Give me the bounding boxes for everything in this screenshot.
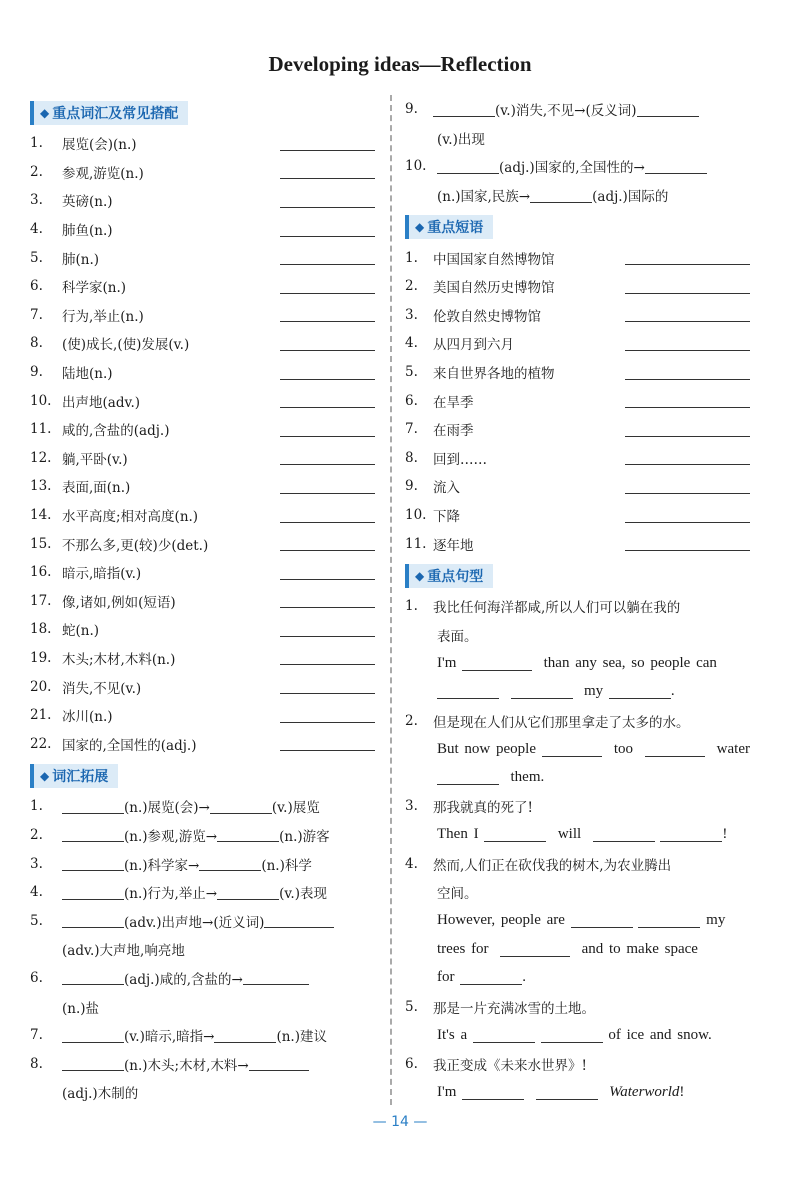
answer-blank[interactable] xyxy=(62,799,124,814)
answer-blank[interactable] xyxy=(530,188,592,203)
expand-list xyxy=(30,792,375,1107)
vocab-item xyxy=(30,301,375,330)
phrase-list xyxy=(405,243,750,558)
item-text: 暗示,暗指(v.) xyxy=(62,566,142,583)
list-item: 7. (v.)暗示,暗指→ (n.)建议 xyxy=(30,1027,327,1046)
item-number: 12. xyxy=(30,449,52,466)
item-text: 行为,举止(n.) xyxy=(62,308,144,325)
answer-blank[interactable] xyxy=(199,856,261,871)
answer-blank[interactable] xyxy=(280,736,375,751)
sentence-english: trees for and to make space xyxy=(437,940,698,957)
list-item: 6. (adj.)咸的,含盐的→ xyxy=(30,964,375,993)
item-number: 4. xyxy=(405,335,418,352)
list-item: 4. 然而,人们正在砍伐我的树木,为农业腾出 xyxy=(405,855,672,874)
list-item: 4. (n.)行为,举止→ (v.)表现 xyxy=(30,884,327,903)
vocab-list xyxy=(30,129,375,758)
vocab-item xyxy=(30,501,375,530)
right-column xyxy=(405,95,750,1107)
diamond-icon: ◆ xyxy=(40,106,50,120)
list-item-cont: (v.)出现 xyxy=(437,131,485,148)
list-item: 1. (n.)展览(会)→ (v.)展览 xyxy=(30,798,320,817)
answer-blank[interactable] xyxy=(217,827,279,842)
list-item: 6. 我正变成《未来水世界》! xyxy=(405,1055,587,1074)
item-text: 消失,不见(v.) xyxy=(62,680,142,697)
diamond-icon: ◆ xyxy=(415,568,425,583)
list-item: 9. (v.)消失,不见→(反义词) xyxy=(405,95,750,124)
vocab-item xyxy=(30,444,375,473)
vocab-item xyxy=(30,529,375,558)
answer-blank[interactable] xyxy=(625,365,750,380)
item-number: 7. xyxy=(405,421,418,438)
item-number: 2. xyxy=(405,278,418,295)
answer-blank[interactable] xyxy=(625,479,750,494)
list-item-cont: (n.)盐 xyxy=(62,1000,100,1017)
item-text: 表面,面(n.) xyxy=(62,480,131,497)
item-number: 8. xyxy=(405,449,418,466)
item-number: 13. xyxy=(30,478,52,495)
answer-blank[interactable] xyxy=(62,913,124,928)
diamond-icon: ◆ xyxy=(40,769,50,784)
item-text: 陆地(n.) xyxy=(62,366,113,383)
item-text: 科学家(n.) xyxy=(62,280,127,297)
answer-blank[interactable] xyxy=(473,1028,535,1043)
answer-blank[interactable] xyxy=(280,193,375,208)
answer-blank[interactable] xyxy=(625,536,750,551)
item-number: 1. xyxy=(30,135,43,152)
sentence-english: It's a of ice and snow. xyxy=(437,1026,712,1043)
list-item-cont: (adj.)木制的 xyxy=(62,1086,139,1103)
item-text: 冰川(n.) xyxy=(62,709,113,726)
answer-blank[interactable] xyxy=(280,279,375,294)
section-title: 重点句型 xyxy=(427,568,484,585)
section-title: 词汇拓展 xyxy=(52,769,109,786)
answer-blank[interactable] xyxy=(437,159,499,174)
sentence-list xyxy=(405,592,750,1107)
item-text: 伦敦自然史博物馆 xyxy=(433,308,541,325)
item-number: 4. xyxy=(30,221,43,238)
answer-blank[interactable] xyxy=(280,222,375,237)
item-number: 6. xyxy=(405,392,418,409)
answer-blank[interactable] xyxy=(62,1056,124,1071)
phrase-item xyxy=(405,529,750,558)
answer-blank[interactable] xyxy=(541,1028,603,1043)
sentence-english: my . xyxy=(405,678,750,707)
item-text: 回到…… xyxy=(433,451,487,468)
item-text: 从四月到六月 xyxy=(433,337,514,354)
item-text: 在雨季 xyxy=(433,423,474,440)
section-header-sentences xyxy=(405,564,493,588)
answer-blank[interactable] xyxy=(625,279,750,294)
item-text: 展览(会)(n.) xyxy=(62,137,137,154)
answer-blank[interactable] xyxy=(217,885,279,900)
vocab-item xyxy=(30,729,375,758)
item-text: 蛇(n.) xyxy=(62,623,100,640)
sentence-english: I'm Waterworld ! xyxy=(437,1083,685,1100)
item-number: 5. xyxy=(405,364,418,381)
phrase-item xyxy=(405,329,750,358)
answer-blank[interactable] xyxy=(62,885,124,900)
column-divider xyxy=(390,95,392,1105)
item-text: 咸的,含盐的(adj.) xyxy=(62,423,170,440)
item-number: 16. xyxy=(30,564,52,581)
item-text: 参观,游览(n.) xyxy=(62,165,144,182)
answer-blank[interactable] xyxy=(280,650,375,665)
item-number: 9. xyxy=(405,478,418,495)
answer-blank[interactable] xyxy=(625,508,750,523)
answer-blank[interactable] xyxy=(593,827,655,842)
item-number: 6. xyxy=(30,278,43,295)
phrase-item xyxy=(405,301,750,330)
answer-blank[interactable] xyxy=(625,307,750,322)
vocab-item xyxy=(30,129,375,158)
answer-blank[interactable] xyxy=(462,1085,524,1100)
item-number: 21. xyxy=(30,707,52,724)
item-text: 美国自然历史博物馆 xyxy=(433,280,555,297)
answer-blank[interactable] xyxy=(62,970,124,985)
list-item: 8. (n.)木头;木材,木料→ xyxy=(30,1049,375,1078)
list-item-cont: 表面。 xyxy=(437,628,478,645)
answer-blank[interactable] xyxy=(249,1056,309,1071)
answer-blank[interactable] xyxy=(511,684,573,699)
vocab-item xyxy=(30,701,375,730)
answer-blank[interactable] xyxy=(625,393,750,408)
vocab-item xyxy=(30,386,375,415)
phrase-item xyxy=(405,415,750,444)
phrase-item xyxy=(405,501,750,530)
left-column xyxy=(30,95,375,1107)
page-title: Developing ideas—Reflection xyxy=(268,52,532,76)
item-text: 躺,平卧(v.) xyxy=(62,451,128,468)
sentence-english: I'm than any sea, so people can xyxy=(437,654,717,671)
vocab-item xyxy=(30,615,375,644)
item-text: 英磅(n.) xyxy=(62,194,113,211)
vocab-item xyxy=(30,672,375,701)
vocab-item xyxy=(30,215,375,244)
item-text: 来自世界各地的植物 xyxy=(433,366,555,383)
item-number: 8. xyxy=(30,335,43,352)
item-text: 在旱季 xyxy=(433,394,474,411)
item-text: 像,诸如,例如(短语) xyxy=(62,594,176,611)
vocab-item xyxy=(30,415,375,444)
answer-blank[interactable] xyxy=(280,250,375,265)
item-text: (使)成长,(使)发展(v.) xyxy=(62,337,190,354)
list-item-cont: 空间。 xyxy=(437,886,478,903)
section-title: 重点词汇及常见搭配 xyxy=(52,106,179,122)
sentence-english: However, people are my xyxy=(437,912,726,929)
item-text: 肺(n.) xyxy=(62,251,100,268)
answer-blank[interactable] xyxy=(264,913,334,928)
answer-blank[interactable] xyxy=(280,593,375,608)
answer-blank[interactable] xyxy=(243,970,309,985)
answer-blank[interactable] xyxy=(609,684,671,699)
answer-blank[interactable] xyxy=(625,336,750,351)
phrase-item xyxy=(405,444,750,473)
answer-blank[interactable] xyxy=(62,1028,124,1043)
item-number: 19. xyxy=(30,649,52,666)
vocab-item xyxy=(30,644,375,673)
answer-blank[interactable] xyxy=(571,913,633,928)
answer-blank[interactable] xyxy=(280,307,375,322)
answer-blank[interactable] xyxy=(433,102,495,117)
list-item: 2. (n.)参观,游览→ (n.)游客 xyxy=(30,826,330,845)
section-title: 重点短语 xyxy=(427,220,484,237)
answer-blank[interactable] xyxy=(280,393,375,408)
answer-blank[interactable] xyxy=(280,450,375,465)
item-number: 20. xyxy=(30,678,52,695)
answer-blank[interactable] xyxy=(280,565,375,580)
answer-blank[interactable] xyxy=(280,622,375,637)
answer-blank[interactable] xyxy=(460,970,522,985)
list-item: 3. (n.)科学家→ (n.)科学 xyxy=(30,855,312,874)
section-header-expand xyxy=(30,764,118,788)
answer-blank[interactable] xyxy=(280,679,375,694)
item-number: 10. xyxy=(30,392,52,409)
answer-blank[interactable] xyxy=(625,250,750,265)
answer-blank[interactable] xyxy=(280,365,375,380)
item-number: 3. xyxy=(405,306,418,323)
answer-blank[interactable] xyxy=(437,770,499,785)
vocab-item xyxy=(30,472,375,501)
answer-blank[interactable] xyxy=(437,684,499,699)
answer-blank[interactable] xyxy=(645,159,707,174)
item-number: 5. xyxy=(30,249,43,266)
item-number: 14. xyxy=(30,507,52,524)
phrase-item xyxy=(405,472,750,501)
item-number: 11. xyxy=(405,535,427,552)
answer-blank[interactable] xyxy=(280,136,375,151)
page-number: — 14 — xyxy=(372,1114,428,1130)
item-number: 15. xyxy=(30,535,52,552)
item-text: 出声地(adv.) xyxy=(62,394,141,411)
item-text: 逐年地 xyxy=(433,537,474,554)
answer-blank[interactable] xyxy=(280,164,375,179)
answer-blank[interactable] xyxy=(484,827,546,842)
item-number: 18. xyxy=(30,621,52,638)
answer-blank[interactable] xyxy=(660,827,722,842)
answer-blank[interactable] xyxy=(280,336,375,351)
item-number: 9. xyxy=(30,364,43,381)
item-number: 7. xyxy=(30,306,43,323)
item-number: 10. xyxy=(405,507,427,524)
vocab-item xyxy=(30,158,375,187)
sentence-english: for . xyxy=(437,969,526,986)
sentence-english: Then I will ! xyxy=(437,826,728,843)
answer-blank[interactable] xyxy=(536,1085,598,1100)
phrase-item xyxy=(405,272,750,301)
vocab-item xyxy=(30,329,375,358)
answer-blank[interactable] xyxy=(500,942,570,957)
list-item-cont: (n.)国家,民族→ (adj.)国际的 xyxy=(437,189,669,206)
answer-blank[interactable] xyxy=(625,450,750,465)
list-item: 5. 那是一片充满冰雪的土地。 xyxy=(405,998,595,1017)
sentence-english: them. xyxy=(405,763,750,792)
phrase-item xyxy=(405,358,750,387)
list-item: 3. 那我就真的死了! xyxy=(405,798,533,817)
answer-blank[interactable] xyxy=(62,827,124,842)
answer-blank[interactable] xyxy=(210,799,272,814)
vocab-item xyxy=(30,272,375,301)
item-text: 木头;木材,木料(n.) xyxy=(62,651,176,668)
vocab-item xyxy=(30,558,375,587)
answer-blank[interactable] xyxy=(637,102,699,117)
answer-blank[interactable] xyxy=(280,479,375,494)
item-text: 肺鱼(n.) xyxy=(62,223,113,240)
answer-blank[interactable] xyxy=(645,742,706,757)
answer-blank[interactable] xyxy=(542,742,603,757)
list-item: 10. (adj.)国家的,全国性的→ xyxy=(405,152,750,181)
vocab-item xyxy=(30,186,375,215)
answer-blank[interactable] xyxy=(280,536,375,551)
item-number: 2. xyxy=(30,163,43,180)
section-header-vocab xyxy=(30,101,188,125)
answer-blank[interactable] xyxy=(280,508,375,523)
item-text: 水平高度;相对高度(n.) xyxy=(62,509,199,526)
item-number: 17. xyxy=(30,592,52,609)
answer-blank[interactable] xyxy=(214,1028,276,1043)
item-number: 3. xyxy=(30,192,43,209)
list-item: 2. 但是现在人们从它们那里拿走了太多的水。 xyxy=(405,712,690,731)
list-item: 5. (adv.)出声地→(近义词) xyxy=(30,906,375,935)
answer-blank[interactable] xyxy=(625,422,750,437)
vocab-item xyxy=(30,587,375,616)
item-text: 不那么多,更(较)少(det.) xyxy=(62,537,209,554)
item-number: 1. xyxy=(405,249,418,266)
phrase-item xyxy=(405,243,750,272)
answer-blank[interactable] xyxy=(62,856,124,871)
section-header-phrases xyxy=(405,215,493,239)
item-text: 下降 xyxy=(433,509,460,526)
answer-blank[interactable] xyxy=(280,422,375,437)
list-item: 1. 我比任何海洋都咸,所以人们可以躺在我的 xyxy=(405,598,681,617)
vocab-item xyxy=(30,243,375,272)
answer-blank[interactable] xyxy=(280,708,375,723)
item-number: 11. xyxy=(30,421,52,438)
answer-blank[interactable] xyxy=(638,913,700,928)
item-text: 流入 xyxy=(433,480,460,497)
diamond-icon: ◆ xyxy=(415,220,425,235)
vocab-item xyxy=(30,358,375,387)
item-number: 22. xyxy=(30,735,52,752)
answer-blank[interactable] xyxy=(462,656,532,671)
phrase-item xyxy=(405,386,750,415)
sentence-english: But now people too water xyxy=(437,740,750,757)
item-text: 国家的,全国性的(adj.) xyxy=(62,737,197,754)
item-text: 中国国家自然博物馆 xyxy=(433,251,555,268)
list-item-cont: (adv.)大声地,响亮地 xyxy=(62,943,185,960)
